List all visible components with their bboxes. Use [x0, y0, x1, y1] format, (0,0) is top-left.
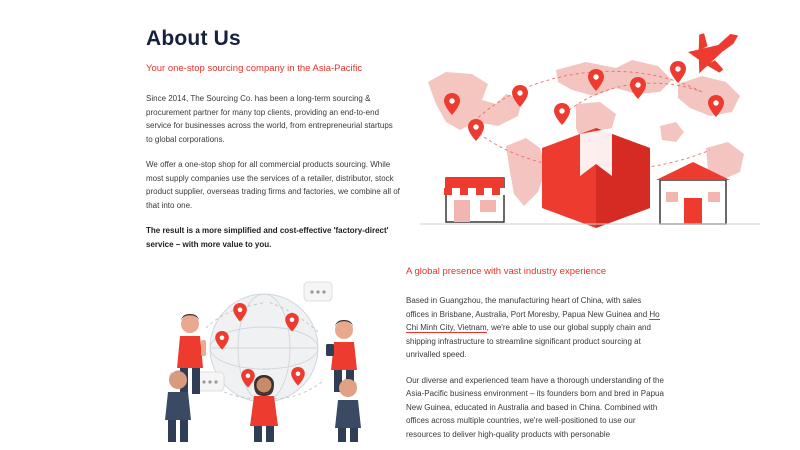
global-paragraph-2: Our diverse and experienced team have a thorough understanding of the Asia-Pacific business environment – its founders born and bred in Papua New Guinea, educated in Australia and based in China. Combined with offices across multiple countries, we're well-positioned to use our resources to deliver high-quality products with personable [406, 375, 664, 439]
city-highlight: Ho Chi Minh City, Vietnam [406, 309, 660, 332]
page-subtitle: Your one-stop sourcing company in the Asia-Pacific [146, 63, 363, 74]
section-two-heading: A global presence with vast industry experience [406, 266, 607, 277]
shop-building-illustration [444, 178, 506, 222]
global-paragraph-1-post: , we're able to use our global supply chain and shipping infrastructure to streamline significant product sourcing at unrivalled speed. [406, 323, 651, 359]
intro-paragraph-1: Since 2014, The Sourcing Co. has been a long-term sourcing & procurement partner for many top clients, providing an end-to-end service for businesses across the world, from entrepreneurial startups to global corporations. [146, 94, 393, 144]
intro-paragraph-bold: The result is a more simplified and cost-effective 'factory-direct' service – with more value to you. [146, 226, 389, 249]
intro-paragraph-2: We offer a one-stop shop for all commercial products sourcing. While most supply companies use the services of a retailer, distributor, stock product supplier, overseas trading firms and factories, we combine all of that into one. [146, 160, 400, 210]
world-map-parcel-illustration [410, 30, 770, 240]
section-global-presence [0, 252, 800, 450]
page-title: About Us [146, 27, 241, 50]
chat-bubble-icon [304, 282, 332, 301]
airplane-icon [683, 30, 749, 81]
global-presence-text-column [406, 294, 664, 450]
intro-text-column [146, 92, 401, 263]
global-paragraph-1-pre: Based in Guangzhou, the manufacturing heart of China, with sales offices in Brisbane, Australia, Port Moresby, Papua New Guinea and [406, 296, 650, 319]
chat-bubble-icon [196, 372, 224, 391]
parcel-box-illustration [542, 128, 650, 228]
global-team-network-illustration [148, 262, 388, 442]
person-figure [250, 375, 278, 442]
global-paragraph-1 [406, 294, 664, 362]
